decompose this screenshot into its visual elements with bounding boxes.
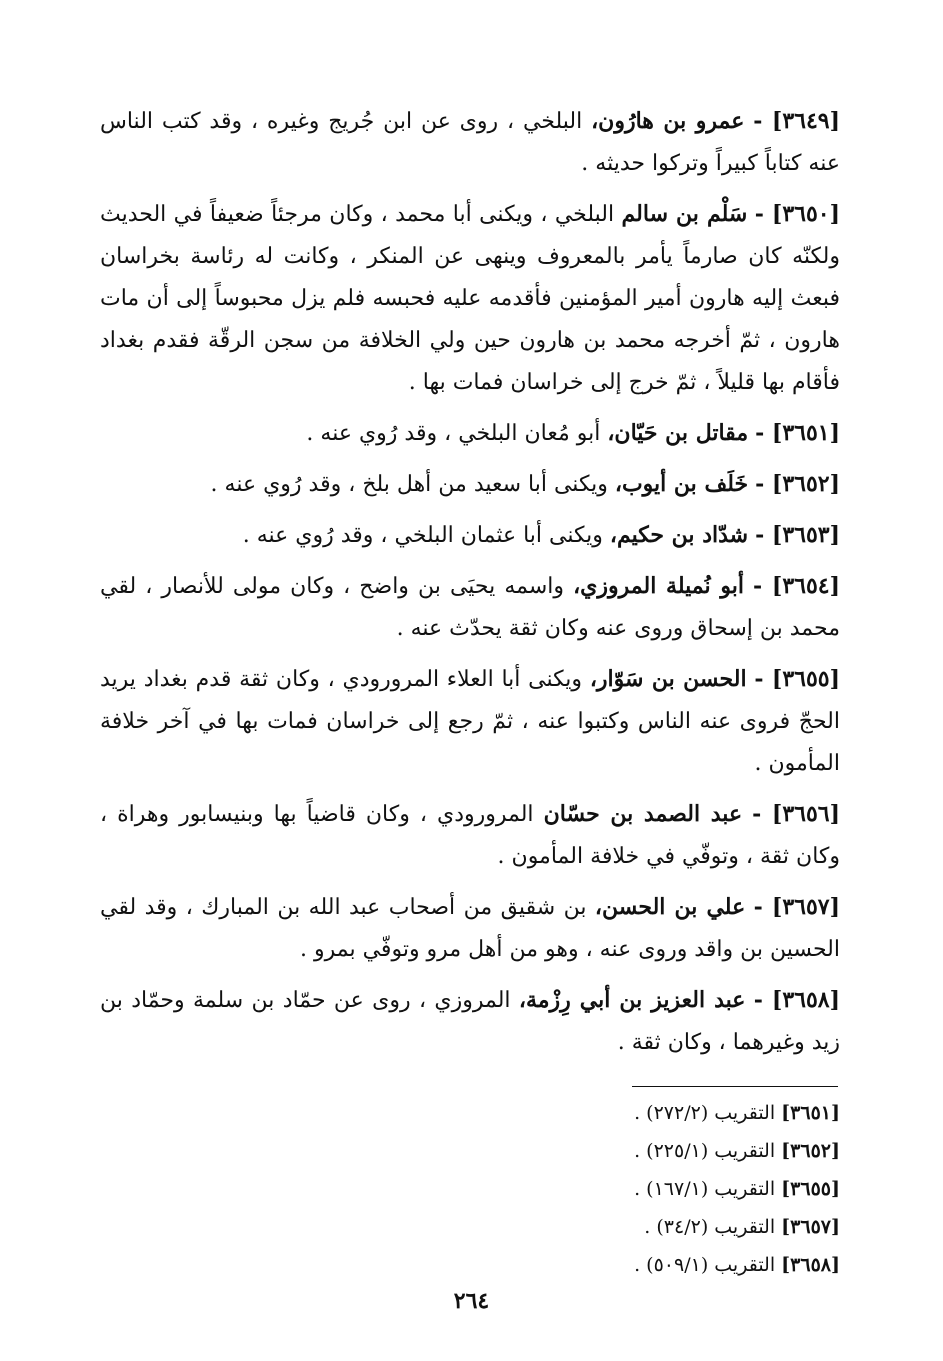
entry-number: [٣٦٥١] - (755, 420, 840, 446)
main-text (100, 100, 840, 1072)
footnote-text: التقريب (٢٢٥/١) . (634, 1140, 782, 1162)
footnote-text: التقريب (٣٤/٢) . (644, 1216, 782, 1238)
entry-number: [٣٦٤٩] - (753, 108, 841, 134)
entry-3650 (100, 193, 840, 404)
footnote-text: التقريب (٢٧٢/٢) . (634, 1102, 782, 1124)
footnote-number: [٣٦٥٨] (781, 1254, 840, 1276)
entry-text: أبو مُعان البلخي ، وقد رُوي عنه . (306, 421, 608, 446)
entry-number: [٣٦٥٥] - (754, 666, 840, 692)
entry-text: بن شقيق من أصحاب عبد الله بن المبارك ، وقد لقي الحسين بن واقد وروى عنه ، وهو من أهل مرو وتوفّي بمرو . (100, 895, 840, 962)
footnote-text: التقريب (١٦٧/١) . (634, 1178, 782, 1200)
entry-number: [٣٦٥٢] - (755, 471, 840, 497)
entry-number: [٣٦٥٧] - (753, 894, 841, 920)
footnote-number: [٣٦٥٢] (781, 1140, 840, 1162)
footnote-item (440, 1246, 840, 1284)
entry-text: المروزي ، روى عن حمّاد بن سلمة وحمّاد بن زيد وغيرهما ، وكان ثقة . (100, 988, 840, 1055)
entry-text: ويكنى أبا العلاء المرورودي ، وكان ثقة قدم بغداد يريد الحجّ فروى عنه الناس وكتبوا عنه ، ثمّ رجع إلى خراسان فمات بها في آخر خلافة المأمون . (100, 667, 840, 776)
entry-text: ويكنى أبا عثمان البلخي ، وقد رُوي عنه . (242, 523, 610, 548)
entry-name: الحسن بن سَوّار، (589, 666, 747, 692)
entry-3656 (100, 793, 840, 878)
entry-text: ويكنى أبا سعيد من أهل بلخ ، وقد رُوي عنه . (210, 472, 615, 497)
entry-3657 (100, 886, 840, 971)
footnote-number: [٣٦٥٧] (781, 1216, 840, 1238)
entry-name: مقاتل بن حَيّان، (607, 420, 749, 446)
footnote-text: التقريب (٥٠٩/١) . (634, 1254, 782, 1276)
entry-text: المرورودي ، وكان قاضياً بها وبنيسابور وهراة ، وكان ثقة ، وتوفّي في خلافة المأمون . (100, 802, 840, 869)
footnote-item (440, 1132, 840, 1170)
entry-3654 (100, 565, 840, 650)
entry-number: [٣٦٥٠] - (754, 201, 840, 227)
footnotes (440, 1094, 840, 1284)
entry-3655 (100, 658, 840, 785)
entry-3649 (100, 100, 840, 185)
footnote-number: [٣٦٥٥] (781, 1178, 840, 1200)
entry-name: أبو نُميلة المروزي، (573, 573, 744, 599)
footnote-divider (632, 1086, 838, 1087)
footnote-item (440, 1170, 840, 1208)
footnote-item (440, 1094, 840, 1132)
entry-name: خَلَف بن أيوب، (614, 471, 749, 497)
footnote-item (440, 1208, 840, 1246)
entry-name: سَلْم بن سالم (621, 201, 748, 227)
entry-number: [٣٦٥٨] - (753, 987, 840, 1013)
entry-number: [٣٦٥٦] - (752, 801, 841, 827)
entry-name: عبد العزيز بن أبي رِزْمة، (518, 987, 746, 1013)
entry-name: عبد الصمد بن حسّان (543, 801, 743, 827)
entry-name: عمرو بن هارُون، (591, 108, 745, 134)
entry-text: البلخي ، ويكنى أبا محمد ، وكان مرجئاً ضعيفاً في الحديث ولكنّه كان صارماً يأمر بالمعروف وينهى عن المنكر ، وكانت له رئاسة بخراسان فبعث إليه هارون أمير المؤمنين فأقدمه عليه فحبسه فلم يزل محبوساً إلى أن مات هارون ، ثمّ أخرجه محمد بن هارون حين ولي الخلافة من سجن الرقّة فقدم بغداد فأقام بها قليلاً ، ثمّ خرج إلى خراسان فمات بها . (100, 202, 840, 395)
entry-number: [٣٦٥٤] - (753, 573, 841, 599)
entry-3651 (100, 412, 840, 455)
entry-3653 (100, 514, 840, 557)
entry-name: علي بن الحسن، (594, 894, 746, 920)
entry-number: [٣٦٥٣] - (755, 522, 840, 548)
page-number: ٢٦٤ (453, 1288, 490, 1314)
entry-text: البلخي ، روى عن ابن جُريج وغيره ، وقد كتب الناس عنه كتاباً كبيراً وتركوا حديثه . (100, 109, 840, 176)
entry-3652 (100, 463, 840, 506)
footnote-number: [٣٦٥١] (781, 1102, 840, 1124)
entry-text: واسمه يحيَى بن واضح ، وكان مولى للأنصار ، لقي محمد بن إسحاق وروى عنه وكان ثقة يحدّث عنه . (100, 574, 840, 641)
entry-3658 (100, 979, 840, 1064)
entry-name: شدّاد بن حكيم، (609, 522, 749, 548)
